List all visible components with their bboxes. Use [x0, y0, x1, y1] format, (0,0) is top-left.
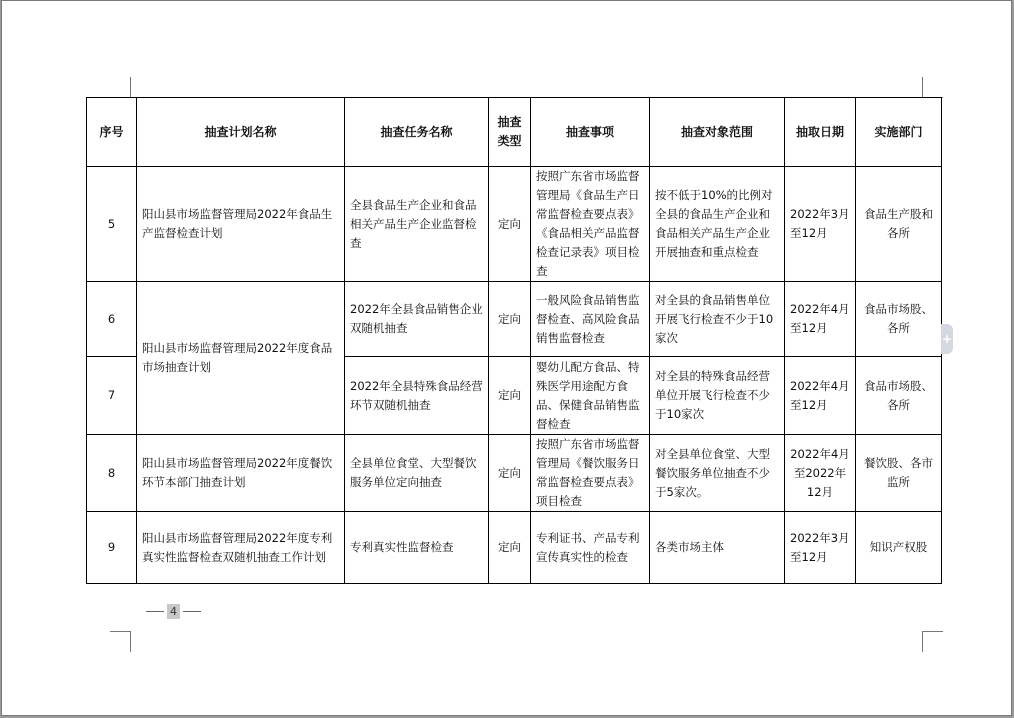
page-number-footer [146, 603, 201, 619]
department: 食品市场股、各所 [856, 282, 942, 357]
row-number: 6 [87, 282, 137, 357]
inspection-plan-table [86, 97, 942, 584]
inspection-item: 婴幼儿配方食品、特殊医学用途配方食品、保健食品销售监督检查 [531, 357, 650, 435]
plan-name: 阳山县市场监督管理局2022年食品生产监督检查计划 [137, 167, 345, 282]
row-number: 7 [87, 357, 137, 435]
inspection-scope: 对全县的食品销售单位开展飞行检查不少于10家次 [650, 282, 785, 357]
inspection-item: 一般风险食品销售监督检查、高风险食品销售监督检查 [531, 282, 650, 357]
table-row [87, 282, 942, 357]
inspection-scope: 对全县的特殊食品经营单位开展飞行检查不少于10家次 [650, 357, 785, 435]
task-name: 全县单位食堂、大型餐饮服务单位定向抽查 [345, 435, 489, 512]
header-cell: 抽查任务名称 [345, 98, 489, 167]
inspection-type: 定向 [489, 167, 531, 282]
table-row [87, 512, 942, 584]
plan-name: 阳山县市场监督管理局2022年度餐饮环节本部门抽查计划 [137, 435, 345, 512]
table-row [87, 435, 942, 512]
inspection-scope: 各类市场主体 [650, 512, 785, 584]
crop-mark-bottom-right [922, 631, 943, 652]
footer-dash-right [183, 611, 201, 612]
inspection-scope: 对全县单位食堂、大型餐饮服务单位抽查不少于5家次。 [650, 435, 785, 512]
inspection-type: 定向 [489, 357, 531, 435]
inspection-type: 定向 [489, 512, 531, 584]
row-number: 5 [87, 167, 137, 282]
page-number: 4 [167, 604, 180, 619]
header-cell: 抽查计划名称 [137, 98, 345, 167]
header-cell: 抽取日期 [785, 98, 856, 167]
department: 知识产权股 [856, 512, 942, 584]
table-header-row [87, 98, 942, 167]
task-name: 专利真实性监督检查 [345, 512, 489, 584]
crop-mark-bottom-left [110, 631, 131, 652]
extraction-date: 2022年3月至12月 [785, 512, 856, 584]
inspection-scope: 按不低于10%的比例对全县的食品生产企业和食品相关产品生产企业开展抽查和重点检查 [650, 167, 785, 282]
header-cell: 抽查对象范围 [650, 98, 785, 167]
footer-dash-left [146, 611, 164, 612]
side-expand-tab[interactable] [941, 324, 953, 354]
row-number: 8 [87, 435, 137, 512]
header-cell: 抽查事项 [531, 98, 650, 167]
task-name: 2022年全县食品销售企业双随机抽查 [345, 282, 489, 357]
header-cell: 实施部门 [856, 98, 942, 167]
department: 餐饮股、各市监所 [856, 435, 942, 512]
plus-icon: + [941, 332, 953, 346]
plan-name: 阳山县市场监督管理局2022年度专利真实性监督检查双随机抽查工作计划 [137, 512, 345, 584]
inspection-type: 定向 [489, 435, 531, 512]
extraction-date: 2022年4月至2022年12月 [785, 435, 856, 512]
table-row [87, 167, 942, 282]
inspection-item: 专利证书、产品专利宣传真实性的检查 [531, 512, 650, 584]
crop-mark-top-left [110, 77, 131, 98]
plan-name: 阳山县市场监督管理局2022年度食品市场抽查计划 [137, 282, 345, 435]
extraction-date: 2022年3月至12月 [785, 167, 856, 282]
task-name: 2022年全县特殊食品经营环节双随机抽查 [345, 357, 489, 435]
department: 食品市场股、各所 [856, 357, 942, 435]
task-name: 全县食品生产企业和食品相关产品生产企业监督检查 [345, 167, 489, 282]
inspection-item: 按照广东省市场监督管理局《食品生产日常监督检查要点表》《食品相关产品监督检查记录表》项目检查 [531, 167, 650, 282]
inspection-item: 按照广东省市场监督管理局《餐饮服务日常监督检查要点表》项目检查 [531, 435, 650, 512]
inspection-type: 定向 [489, 282, 531, 357]
header-cell: 抽查类型 [489, 98, 531, 167]
extraction-date: 2022年4月至12月 [785, 357, 856, 435]
header-cell: 序号 [87, 98, 137, 167]
extraction-date: 2022年4月至12月 [785, 282, 856, 357]
department: 食品生产股和各所 [856, 167, 942, 282]
crop-mark-top-right [922, 77, 943, 98]
row-number: 9 [87, 512, 137, 584]
